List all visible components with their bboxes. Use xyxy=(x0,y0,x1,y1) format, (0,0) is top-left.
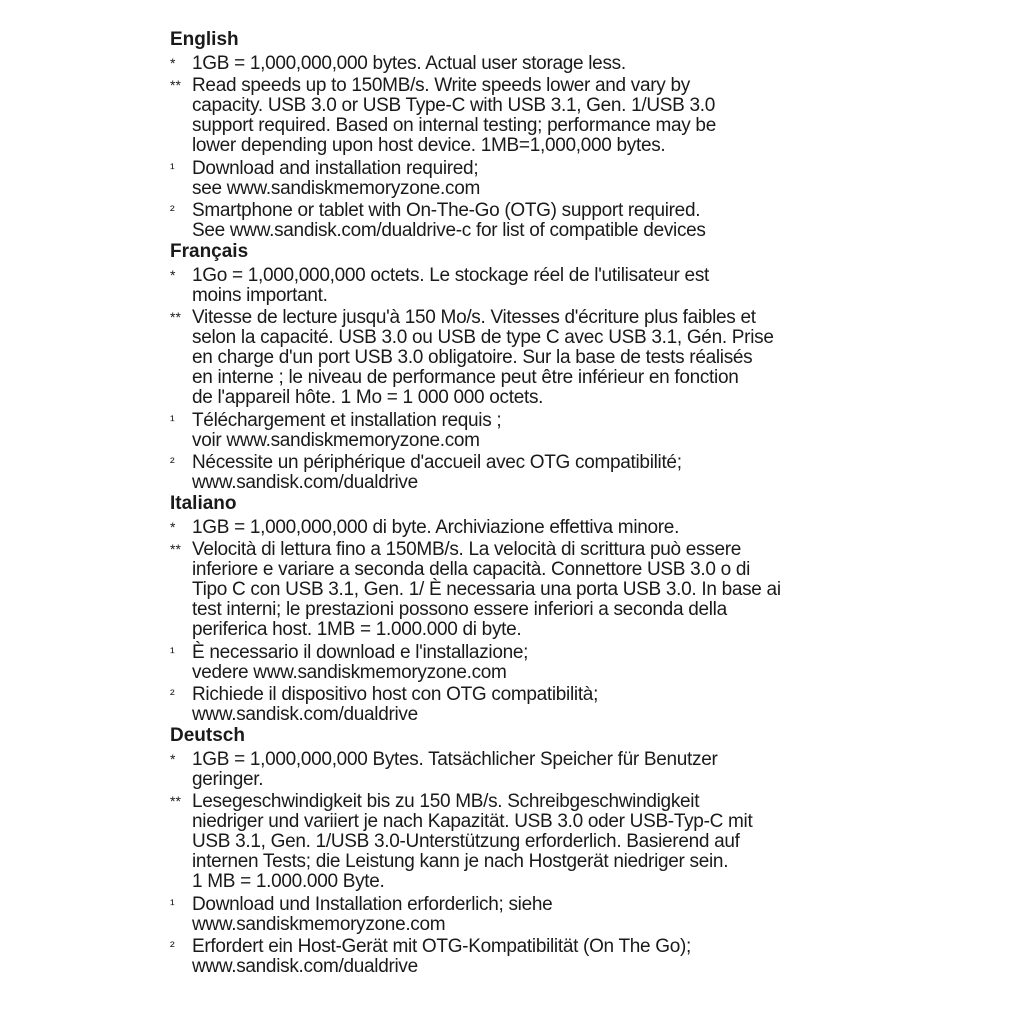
text-line: Erfordert ein Host-Gerät mit OTG-Kompatibilität (On The Go); xyxy=(192,936,692,957)
footnote-text xyxy=(192,411,870,451)
footnote-marker: ** xyxy=(170,541,181,557)
footnote-item xyxy=(170,411,870,451)
text-line: voir www.sandiskmemoryzone.com xyxy=(192,429,480,451)
language-section xyxy=(170,725,870,977)
footnote-item xyxy=(170,453,870,493)
footnote-text xyxy=(192,643,870,683)
footnote-item xyxy=(170,308,870,408)
footnote-marker: ¹ xyxy=(170,159,175,176)
footnote-text xyxy=(192,453,870,493)
footnote-marker: ² xyxy=(170,938,175,954)
section-heading: Italiano xyxy=(170,493,237,514)
text-line: Download und Installation erforderlich; siehe xyxy=(192,893,553,915)
disclaimer-document xyxy=(170,29,870,977)
footnote-text xyxy=(192,792,870,892)
text-line: È necessario il download e l'installazione; xyxy=(192,641,529,663)
footnote-marker: * xyxy=(170,518,176,535)
text-line: www.sandiskmemoryzone.com xyxy=(192,913,446,935)
footnote-item xyxy=(170,937,870,977)
footnote-marker: ² xyxy=(170,202,175,218)
text-line: test interni; le prestazioni possono essere inferiori a seconda della xyxy=(192,599,727,620)
text-line: See www.sandisk.com/dualdrive-c for list of compatible devices xyxy=(192,220,706,241)
footnote-marker: ² xyxy=(170,686,175,702)
footnote-marker: ¹ xyxy=(170,895,175,912)
text-line: Lesegeschwindigkeit bis zu 150 MB/s. Schreibgeschwindigkeit xyxy=(192,791,700,812)
footnote-text xyxy=(192,159,870,199)
footnote-marker: * xyxy=(170,266,176,283)
text-line: Téléchargement et installation requis ; xyxy=(192,409,502,431)
text-line: Nécessite un périphérique d'accueil avec OTG compatibilité; xyxy=(192,452,682,473)
text-line: www.sandisk.com/dualdrive xyxy=(192,472,418,493)
text-line: support required. Based on internal testing; performance may be xyxy=(192,115,716,136)
text-line: USB 3.1, Gen. 1/USB 3.0-Unterstützung erforderlich. Basierend auf xyxy=(192,831,740,852)
footnote-text xyxy=(192,266,870,306)
text-line: Read speeds up to 150MB/s. Write speeds lower and vary by xyxy=(192,75,690,96)
text-line: Vitesse de lecture jusqu'à 150 Mo/s. Vitesses d'écriture plus faibles et xyxy=(192,307,756,328)
text-line: vedere www.sandiskmemoryzone.com xyxy=(192,661,507,683)
text-line: Richiede il dispositivo host con OTG compatibilità; xyxy=(192,684,599,705)
text-line: 1Go = 1,000,000,000 octets. Le stockage réel de l'utilisateur est xyxy=(192,264,710,286)
text-line: Tipo C con USB 3.1, Gen. 1/ È necessaria una porta USB 3.0. In base ai xyxy=(192,579,781,600)
footnote-text xyxy=(192,518,870,538)
footnote-marker: ¹ xyxy=(170,643,175,660)
footnote-item xyxy=(170,792,870,892)
text-line: Smartphone or tablet with On-The-Go (OTG) support required. xyxy=(192,200,701,221)
footnote-text xyxy=(192,308,870,408)
text-line: selon la capacité. USB 3.0 ou USB de type C avec USB 3.1, Gén. Prise xyxy=(192,327,774,348)
footnote-text xyxy=(192,937,870,977)
text-line: 1 MB = 1.000.000 Byte. xyxy=(192,871,385,892)
text-line: en charge d'un port USB 3.0 obligatoire. Sur la base de tests réalisés xyxy=(192,347,753,368)
text-line: niedriger und variiert je nach Kapazität. USB 3.0 oder USB-Typ-C mit xyxy=(192,811,753,832)
footnote-marker: ¹ xyxy=(170,411,175,428)
language-section xyxy=(170,241,870,493)
footnote-text xyxy=(192,76,870,156)
section-heading: English xyxy=(170,29,239,50)
footnote-item xyxy=(170,54,870,74)
language-section xyxy=(170,493,870,725)
footnote-marker: ² xyxy=(170,454,175,470)
text-line: 1GB = 1,000,000,000 bytes. Actual user storage less. xyxy=(192,52,626,74)
text-line: moins important. xyxy=(192,284,328,306)
footnote-marker: ** xyxy=(170,309,181,325)
footnote-marker: * xyxy=(170,54,176,71)
footnote-marker: ** xyxy=(170,793,181,809)
footnote-item xyxy=(170,895,870,935)
footnote-text xyxy=(192,201,870,241)
footnote-marker: ** xyxy=(170,77,181,93)
footnote-marker: * xyxy=(170,750,176,767)
text-line: Download and installation required; xyxy=(192,157,479,179)
footnote-item xyxy=(170,76,870,156)
footnote-item xyxy=(170,518,870,538)
text-line: de l'appareil hôte. 1 Mo = 1 000 000 octets. xyxy=(192,387,544,408)
footnote-text xyxy=(192,54,870,74)
footnote-item xyxy=(170,750,870,790)
text-line: www.sandisk.com/dualdrive xyxy=(192,704,418,725)
footnote-item xyxy=(170,159,870,199)
footnote-item xyxy=(170,643,870,683)
text-line: see www.sandiskmemoryzone.com xyxy=(192,177,481,199)
text-line: 1GB = 1,000,000,000 Bytes. Tatsächlicher Speicher für Benutzer xyxy=(192,748,718,770)
text-line: www.sandisk.com/dualdrive xyxy=(192,956,418,977)
text-line: periferica host. 1MB = 1.000.000 di byte. xyxy=(192,619,522,640)
section-heading: Français xyxy=(170,241,249,262)
text-line: lower depending upon host device. 1MB=1,000,000 bytes. xyxy=(192,135,666,156)
footnote-item xyxy=(170,540,870,640)
footnote-item xyxy=(170,685,870,725)
footnote-item xyxy=(170,201,870,241)
text-line: inferiore e variare a seconda della capacità. Connettore USB 3.0 o di xyxy=(192,559,751,580)
text-line: en interne ; le niveau de performance peut être inférieur en fonction xyxy=(192,367,739,388)
language-section xyxy=(170,29,870,241)
footnote-text xyxy=(192,540,870,640)
section-heading: Deutsch xyxy=(170,725,245,746)
text-line: 1GB = 1,000,000,000 di byte. Archiviazione effettiva minore. xyxy=(192,516,680,538)
footnote-item xyxy=(170,266,870,306)
footnote-text xyxy=(192,750,870,790)
text-line: Velocità di lettura fino a 150MB/s. La velocità di scrittura può essere xyxy=(192,539,742,560)
footnote-text xyxy=(192,685,870,725)
footnote-text xyxy=(192,895,870,935)
text-line: internen Tests; die Leistung kann je nach Hostgerät niedriger sein. xyxy=(192,851,729,872)
text-line: capacity. USB 3.0 or USB Type-C with USB 3.1, Gen. 1/USB 3.0 xyxy=(192,95,716,116)
text-line: geringer. xyxy=(192,768,264,790)
